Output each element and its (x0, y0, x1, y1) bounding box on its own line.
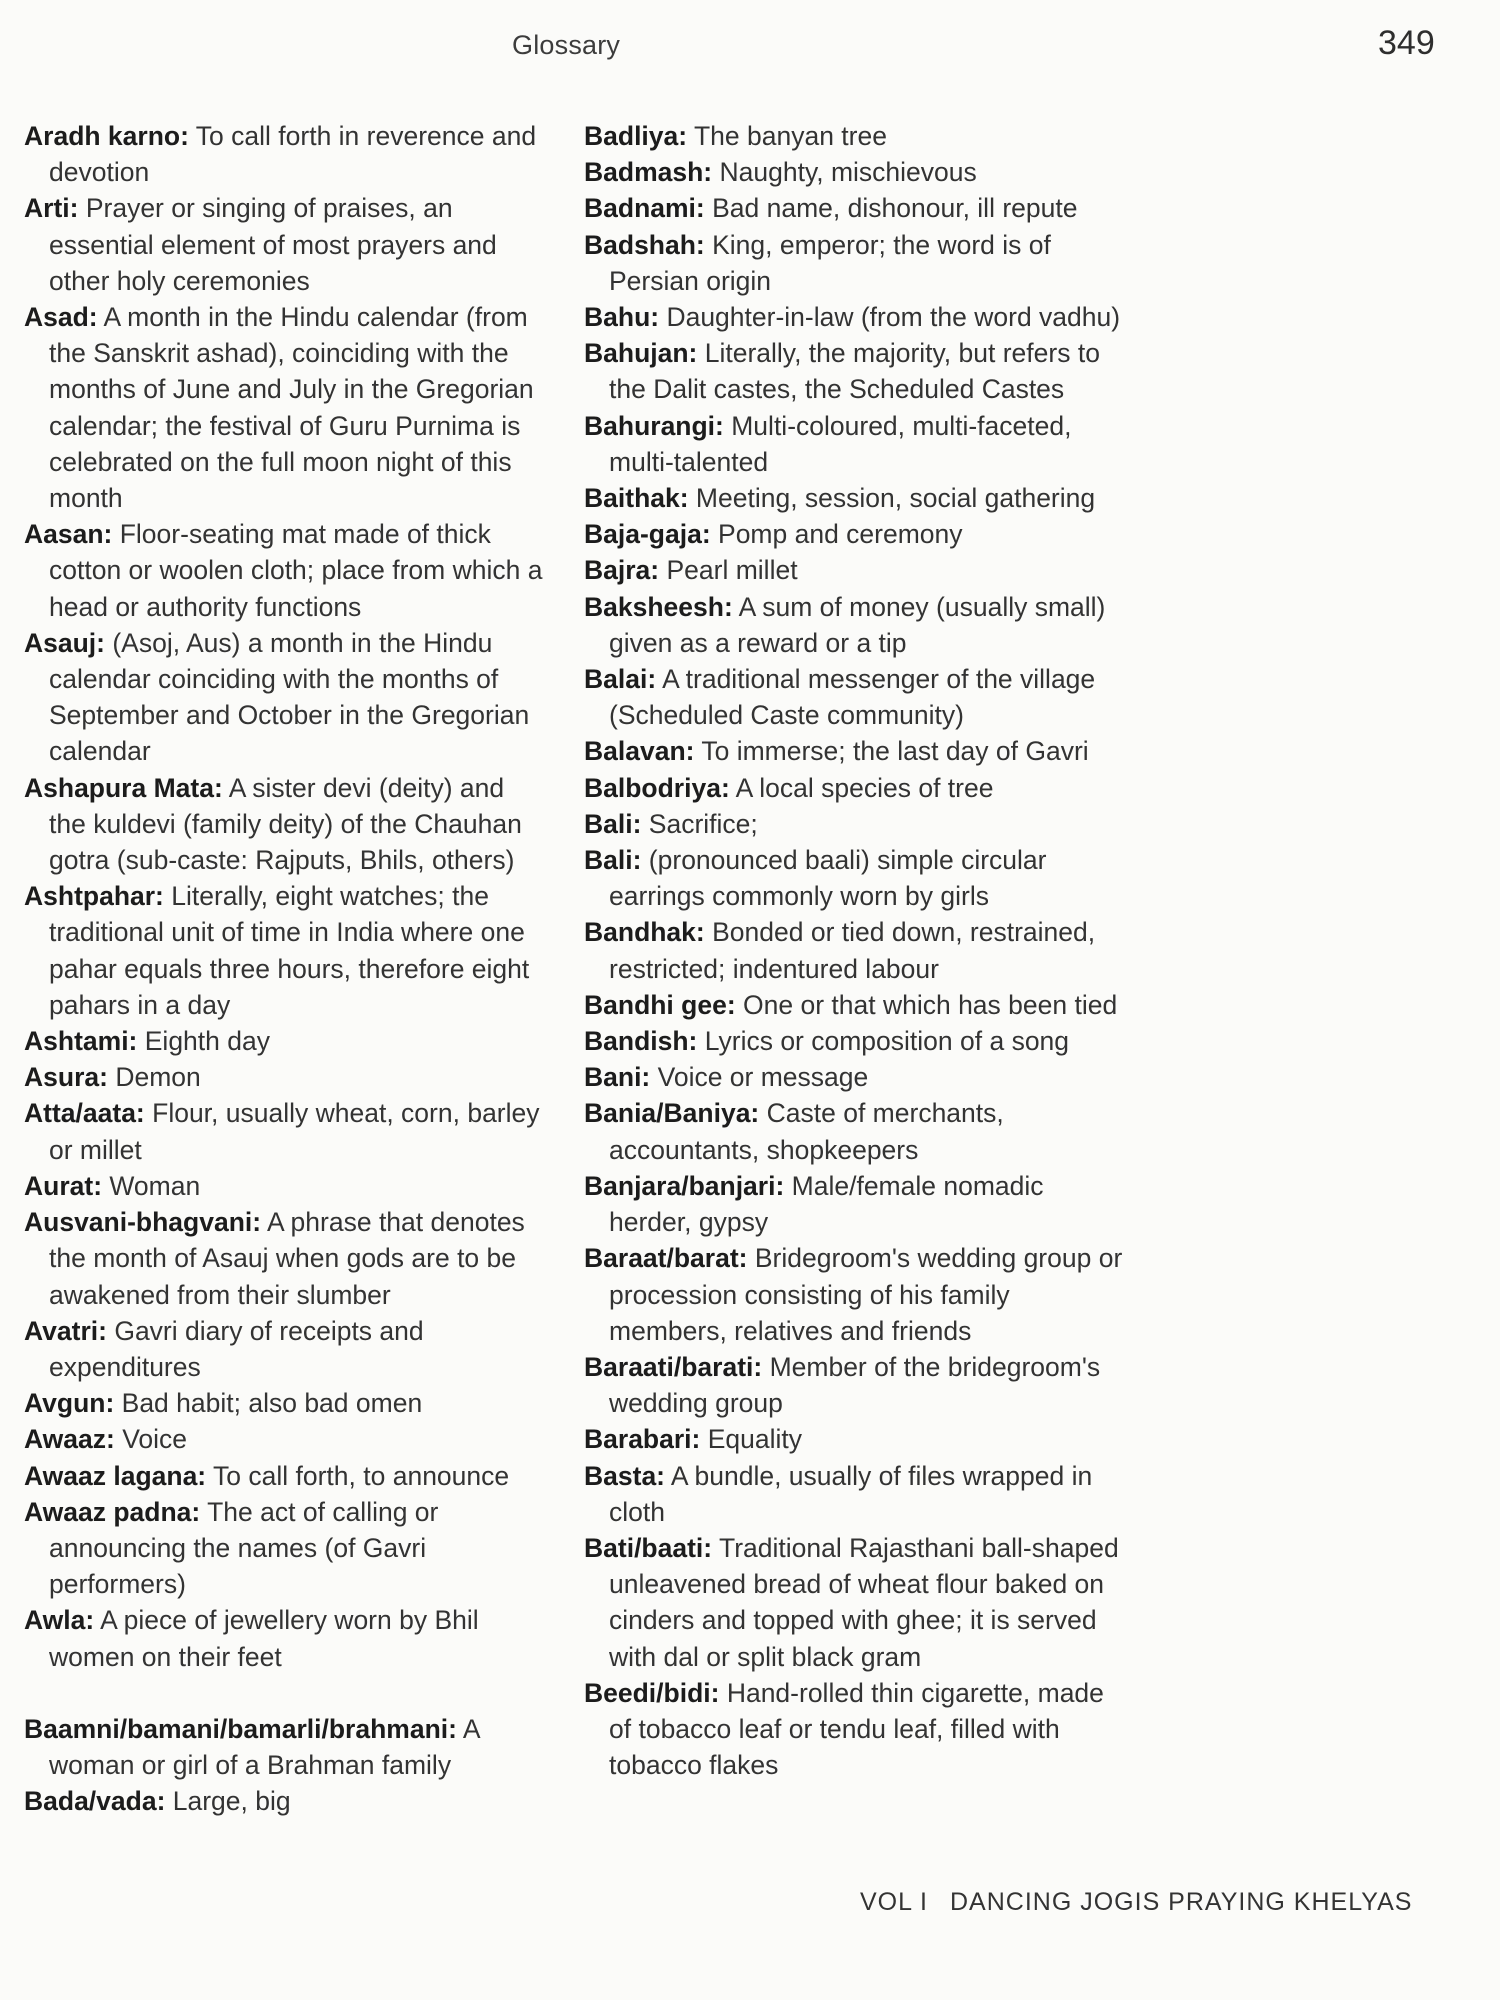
glossary-term: Bati/baati: (584, 1532, 713, 1563)
glossary-entry (584, 1168, 1124, 1240)
glossary-definition: A sister devi (deity) and the kuldevi (family deity) of the Chauhan gotra (sub-caste: Rajputs, Bhils, others) (49, 772, 522, 876)
glossary-definition: Literally, eight watches; the traditional unit of time in India where one pahar equals three hours, therefore eight pahars in a day (49, 881, 530, 1020)
glossary-term: Ashtami: (24, 1026, 138, 1057)
glossary-entry (24, 1385, 544, 1421)
glossary-entry (584, 1458, 1124, 1530)
glossary-entry (24, 1313, 544, 1385)
glossary-entry (584, 335, 1124, 407)
glossary-term: Bani: (584, 1062, 651, 1093)
glossary-term: Balbodriya: (584, 772, 730, 803)
glossary-term: Baamni/bamani/bamarli/brahmani: (24, 1713, 457, 1744)
glossary-term: Awaaz: (24, 1424, 115, 1455)
glossary-term: Avgun: (24, 1388, 115, 1419)
glossary-definition: Voice (114, 1424, 188, 1455)
glossary-definition: Eighth day (137, 1026, 270, 1057)
glossary-entry (584, 1240, 1124, 1349)
glossary-definition: Pearl millet (659, 555, 798, 586)
glossary-definition: A woman or girl of a Brahman family (49, 1713, 480, 1780)
glossary-definition: Traditional Rajasthani ball-shaped unleavened bread of wheat flour baked on cinders and topped with ghee; it is served with dal or split black gram (609, 1532, 1119, 1672)
glossary-term: Awla: (24, 1605, 95, 1636)
glossary-term: Baraat/barat: (584, 1243, 748, 1274)
glossary-entry (584, 770, 1124, 806)
glossary-definition: (Asoj, Aus) a month in the Hindu calendar coinciding with the months of September and October in the Gregorian calendar (49, 627, 530, 767)
glossary-entry (24, 770, 544, 879)
glossary-entry (584, 733, 1124, 769)
glossary-term: Awaaz lagana: (24, 1460, 207, 1491)
book-title: DANCING JOGIS PRAYING KHELYAS (950, 1888, 1413, 1916)
glossary-term: Bali: (584, 845, 642, 876)
glossary-entry (24, 1168, 544, 1204)
glossary-definition: Pomp and ceremony (710, 519, 963, 550)
glossary-term: Barabari: (584, 1424, 701, 1455)
glossary-entry (584, 1421, 1124, 1457)
glossary-definition: Daughter-in-law (from the word vadhu) (659, 302, 1121, 333)
glossary-definition: Bonded or tied down, restrained, restricted; indentured labour (609, 917, 1096, 984)
glossary-definition: Literally, the majority, but refers to the Dalit castes, the Scheduled Castes (609, 338, 1100, 405)
glossary-term: Bahujan: (584, 338, 698, 369)
volume-label: VOL I (860, 1888, 928, 1916)
glossary-term: Aurat: (24, 1170, 103, 1201)
glossary-definition: To call forth in reverence and devotion (49, 121, 537, 188)
glossary-definition: The banyan tree (687, 121, 887, 151)
page-number: 349 (1378, 24, 1435, 62)
glossary-term: Ausvani-bhagvani: (24, 1207, 262, 1238)
glossary-term: Bajra: (584, 555, 660, 586)
glossary-entry (584, 1059, 1124, 1095)
glossary-entry (24, 625, 544, 770)
glossary-entry (584, 154, 1124, 190)
glossary-term: Avatri: (24, 1315, 107, 1346)
glossary-definition: Large, big (165, 1786, 291, 1817)
glossary-entry (24, 1458, 544, 1494)
glossary-definition: To call forth, to announce (206, 1460, 510, 1491)
glossary-entry (24, 878, 544, 1023)
glossary-entry (584, 1530, 1124, 1675)
glossary-entry (24, 1602, 544, 1674)
glossary-definition: Bad habit; also bad omen (114, 1388, 423, 1419)
glossary-term: Badmash: (584, 157, 713, 188)
glossary-entry (584, 190, 1124, 226)
glossary-definition: Member of the bridegroom's wedding group (609, 1351, 1101, 1419)
glossary-entry (584, 1349, 1124, 1421)
page-footer (860, 1888, 1412, 1917)
glossary-definition: Prayer or singing of praises, an essential element of most prayers and other holy ceremonies (49, 193, 497, 296)
glossary-column-left (24, 118, 544, 1819)
glossary-entry (24, 1023, 544, 1059)
glossary-definition: One or that which has been tied (735, 989, 1118, 1020)
glossary-definition: Floor-seating mat made of thick cotton or woolen cloth; place from which a head or authority functions (49, 519, 543, 622)
glossary-term: Bandhi gee: (584, 989, 736, 1020)
glossary-entry (584, 118, 1124, 154)
glossary-entry (24, 1059, 544, 1095)
glossary-definition: Gavri diary of receipts and expenditures (49, 1315, 424, 1382)
glossary-definition: Demon (107, 1062, 201, 1093)
glossary-definition: Flour, usually wheat, corn, barley or millet (49, 1098, 540, 1165)
glossary-term: Awaaz padna: (24, 1496, 201, 1527)
glossary-term: Baja-gaja: (584, 519, 711, 550)
glossary-definition: King, emperor; the word is of Persian origin (609, 229, 1051, 296)
glossary-entry (584, 408, 1124, 480)
glossary-definition: A local species of tree (729, 772, 994, 803)
glossary-entry (24, 190, 544, 299)
glossary-definition: Meeting, session, social gathering (688, 483, 1096, 514)
glossary-entry (24, 1095, 544, 1167)
glossary-entry (584, 1675, 1124, 1784)
glossary-entry (584, 516, 1124, 552)
glossary-entry (24, 299, 544, 516)
glossary-definition: To immerse; the last day of Gavri (694, 736, 1089, 767)
glossary-term: Ashapura Mata: (24, 772, 223, 803)
glossary-definition: Bridegroom's wedding group or procession consisting of his family members, relatives and friends (609, 1243, 1123, 1346)
glossary-term: Bali: (584, 808, 642, 839)
glossary-entry (584, 987, 1124, 1023)
glossary-term: Basta: (584, 1460, 666, 1491)
glossary-entry (24, 516, 544, 625)
glossary-term: Asauj: (24, 627, 105, 658)
glossary-term: Bahurangi: (584, 410, 724, 441)
glossary-term: Bania/Baniya: (584, 1098, 760, 1129)
glossary-term: Baithak: (584, 483, 689, 514)
glossary-definition: Equality (700, 1424, 802, 1455)
glossary-definition: Bad name, dishonour, ill repute (704, 193, 1078, 224)
glossary-definition: A sum of money (usually small) given as a reward or a tip (609, 591, 1106, 658)
glossary-term: Beedi/bidi: (584, 1677, 720, 1708)
glossary-definition: A piece of jewellery worn by Bhil women on their feet (49, 1605, 479, 1672)
glossary-entry (584, 914, 1124, 986)
glossary-term: Balai: (584, 664, 657, 695)
glossary-entry (24, 1421, 544, 1457)
glossary-term: Aradh karno: (24, 121, 189, 151)
glossary-term: Bada/vada: (24, 1786, 166, 1817)
glossary-entry (584, 552, 1124, 588)
glossary-entry (24, 118, 544, 190)
glossary-column-right (584, 118, 1124, 1783)
glossary-definition: Male/female nomadic herder, gypsy (609, 1170, 1044, 1238)
glossary-term: Ashtpahar: (24, 881, 164, 912)
glossary-entry (584, 1095, 1124, 1167)
glossary-term: Badshah: (584, 229, 705, 260)
glossary-definition: Woman (102, 1170, 201, 1201)
glossary-term: Baksheesh: (584, 591, 733, 622)
glossary-entry (24, 1494, 544, 1603)
glossary-entry (24, 1783, 544, 1819)
glossary-definition: (pronounced baali) simple circular earrings commonly worn by girls (609, 845, 1047, 912)
glossary-entry (584, 1023, 1124, 1059)
glossary-term: Asad: (24, 302, 98, 333)
glossary-term: Bahu: (584, 302, 660, 333)
glossary-definition: Lyrics or composition of a song (697, 1026, 1070, 1057)
glossary-term: Aasan: (24, 519, 113, 550)
glossary-definition: A traditional messenger of the village (Scheduled Caste community) (609, 664, 1096, 731)
glossary-definition: A bundle, usually of files wrapped in cloth (609, 1460, 1093, 1527)
glossary-term: Atta/aata: (24, 1098, 145, 1129)
glossary-term: Bandish: (584, 1026, 698, 1057)
glossary-term: Banjara/banjari: (584, 1170, 785, 1201)
glossary-definition: Caste of merchants, accountants, shopkeepers (609, 1098, 1004, 1165)
glossary-definition: Voice or message (650, 1062, 869, 1093)
glossary-term: Balavan: (584, 736, 695, 767)
glossary-term: Arti: (24, 193, 79, 224)
glossary-definition: The act of calling or announcing the names (of Gavri performers) (49, 1496, 439, 1600)
glossary-term: Badliya: (584, 121, 688, 151)
glossary-entry (584, 661, 1124, 733)
running-head (0, 24, 1500, 64)
glossary-entry (584, 842, 1124, 914)
glossary-definition: A phrase that denotes the month of Asauj when gods are to be awakened from their slumber (49, 1207, 525, 1310)
glossary-entry (584, 299, 1124, 335)
glossary-entry (24, 1711, 544, 1783)
glossary-definition: Naughty, mischievous (712, 157, 977, 188)
glossary-term: Bandhak: (584, 917, 705, 948)
glossary-entry (584, 589, 1124, 661)
glossary-definition: A month in the Hindu calendar (from the Sanskrit ashad), coinciding with the months of June and July in the Gregorian calendar; the festival of Guru Purnima is celebrated on the full moon night of this month (49, 302, 534, 514)
glossary-definition: Hand-rolled thin cigarette, made of tobacco leaf or tendu leaf, filled with tobacco flakes (609, 1677, 1104, 1781)
glossary-entry (584, 806, 1124, 842)
glossary-term: Badnami: (584, 193, 705, 224)
glossary-term: Asura: (24, 1062, 108, 1093)
glossary-entry (584, 227, 1124, 299)
glossary-entry (24, 1204, 544, 1313)
section-title: Glossary (512, 30, 621, 60)
glossary-term: Baraati/barati: (584, 1351, 763, 1382)
glossary-definition: Multi-coloured, multi-faceted, multi-talented (609, 410, 1072, 477)
glossary-definition: Sacrifice; (641, 808, 758, 839)
glossary-entry (584, 480, 1124, 516)
